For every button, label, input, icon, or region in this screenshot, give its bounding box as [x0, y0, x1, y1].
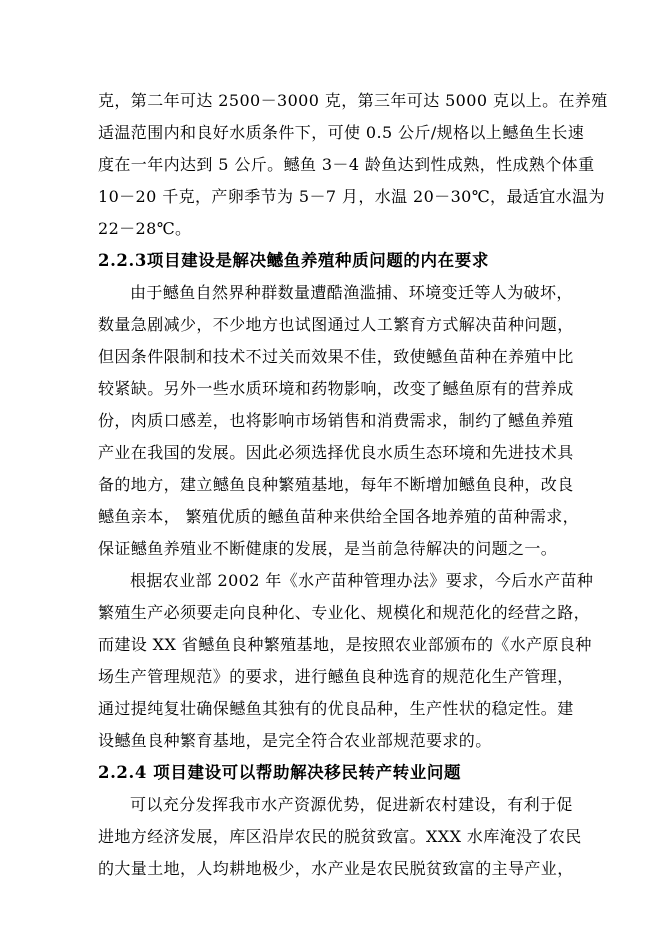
paragraph-2-line-6: 产业在我国的发展。因此必须选择优良水质生态环境和先进技术具 — [98, 443, 574, 462]
paragraph-2-line-9: 保证鳡鱼养殖业不断健康的发展，是当前急待解决的问题之一。 — [98, 539, 558, 558]
paragraph-1-line-1: 克，第二年可达 2500－3000 克，第三年可达 5000 克以上。在养殖 — [98, 91, 608, 110]
section-heading-2-2-4: 2.2.4 项目建设可以帮助解决移民转产转业问题 — [98, 763, 462, 782]
paragraph-2-line-2: 数量急剧减少，不少地方也试图通过人工繁育方式解决苗种问题， — [98, 315, 574, 334]
paragraph-4-line-3: 的大量土地，人均耕地极少，水产业是农民脱贫致富的主导产业， — [98, 859, 574, 878]
paragraph-1-line-5: 22－28℃。 — [98, 219, 192, 238]
paragraph-3-line-1: 根据农业部 2002 年《水产苗种管理办法》要求，今后水产苗种 — [130, 571, 594, 590]
paragraph-3-line-2: 繁殖生产必须要走向良种化、专业化、规模化和规范化的经营之路， — [98, 603, 591, 622]
paragraph-1-line-3: 度在一年内达到 5 公斤。鳡鱼 3－4 龄鱼达到性成熟，性成熟个体重 — [98, 155, 595, 174]
paragraph-2-line-7: 备的地方，建立鳡鱼良种繁殖基地，每年不断增加鳡鱼良种，改良 — [98, 475, 574, 494]
paragraph-3-line-5: 通过提纯复壮确保鳡鱼其独有的优良品种，生产性状的稳定性。建 — [98, 699, 574, 718]
paragraph-3-line-4: 场生产管理规范》的要求，进行鳡鱼良种选育的规范化生产管理， — [98, 667, 574, 686]
paragraph-2-line-8: 鳡鱼亲本， 繁殖优质的鳡鱼苗种来供给全国各地养殖的苗种需求， — [98, 507, 580, 526]
paragraph-1-line-2: 适温范围内和良好水质条件下，可使 0.5 公斤/规格以上鳡鱼生长速 — [98, 123, 585, 142]
paragraph-3-line-3: 而建设 XX 省鳡鱼良种繁殖基地，是按照农业部颁布的《水产原良种 — [98, 635, 592, 654]
paragraph-2-line-5: 份，肉质口感差，也将影响市场销售和消费需求，制约了鳡鱼养殖 — [98, 411, 574, 430]
paragraph-4-line-2: 进地方经济发展，库区沿岸农民的脱贫致富。XXX 水库淹没了农民 — [98, 827, 582, 846]
paragraph-1-line-4: 10－20 千克，产卵季节为 5－7 月，水温 20－30℃，最适宜水温为 — [98, 187, 605, 206]
paragraph-2-line-1: 由于鳡鱼自然界种群数量遭酷渔滥捕、环境变迁等人为破坏， — [130, 283, 573, 302]
paragraph-2-line-3: 但因条件限制和技术不过关而效果不佳，致使鳡鱼苗种在养殖中比 — [98, 347, 574, 366]
paragraph-4-line-1: 可以充分发挥我市水产资源优势，促进新农村建设，有利于促 — [130, 795, 573, 814]
paragraph-3-line-6: 设鳡鱼良种繁育基地，是完全符合农业部规范要求的。 — [98, 731, 492, 750]
paragraph-2-line-4: 较紧缺。另外一些水质环境和药物影响，改变了鳡鱼原有的营养成 — [98, 379, 574, 398]
section-heading-2-2-3: 2.2.3项目建设是解决鳡鱼养殖种质问题的内在要求 — [98, 251, 489, 270]
